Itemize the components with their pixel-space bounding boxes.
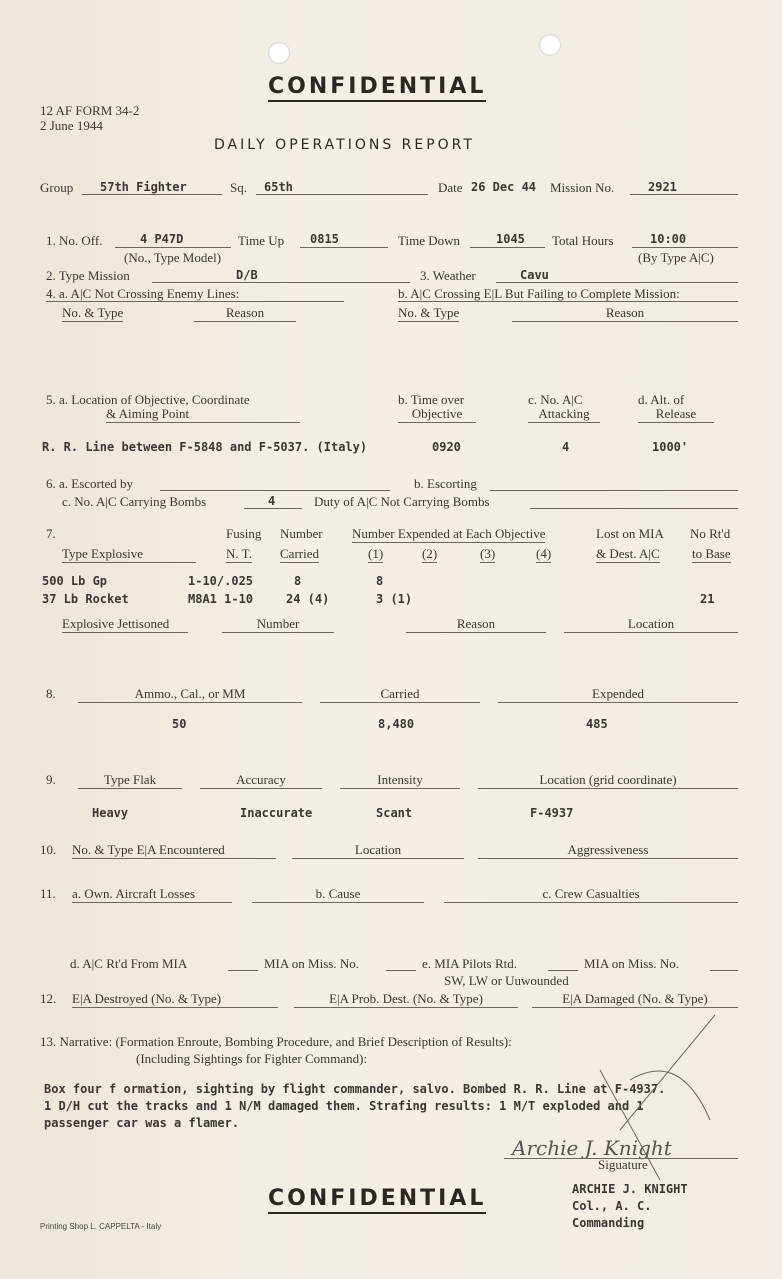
s7-row2-type: 37 Lb Rocket: [42, 592, 129, 606]
s3-value: Cavu: [520, 268, 549, 282]
sq-value: 65th: [264, 180, 293, 194]
s3-line: [496, 282, 738, 283]
s4-line-a: [46, 301, 344, 302]
s7-obj-3: (3): [480, 546, 496, 561]
mission-label: Mission No.: [550, 180, 615, 195]
s7-obj-1: (1): [368, 546, 384, 561]
s7-lost1: Lost on MIA: [596, 526, 664, 541]
s1-sublabel: (No., Type Model): [124, 250, 222, 265]
s5-location-value: R. R. Line between F-5848 and F-5037. (Italy): [42, 440, 368, 454]
punch-hole-right: [539, 34, 561, 56]
s7-jett: Explosive Jettisoned: [62, 616, 188, 633]
s7-nortd1: No Rt'd: [690, 526, 731, 541]
s11-mia1-line: [386, 970, 416, 971]
s13-label: 13. Narrative: (Formation Enroute, Bombing Procedure, and Brief Description of Results):: [40, 1034, 512, 1049]
s12-destroyed: E|A Destroyed (No. & Type): [72, 991, 278, 1008]
s6-b-label: b. Escorting: [414, 476, 477, 491]
s6-duty-label: Duty of A|C Not Carrying Bombs: [314, 494, 490, 509]
s11-e-line: [548, 970, 578, 971]
s5-b2: Objective: [398, 406, 476, 423]
s8-carried: Carried: [320, 686, 480, 703]
s7-num: 7.: [46, 526, 56, 541]
s9-type: Type Flak: [78, 772, 182, 789]
s7-row2-nortd: 21: [700, 592, 715, 606]
s9-intensity: Intensity: [340, 772, 460, 789]
s7-obj-4: (4): [536, 546, 552, 561]
s2-line: [152, 282, 410, 283]
s7-type-explosive: Type Explosive: [62, 546, 196, 563]
s7-jett-reason: Reason: [406, 616, 546, 633]
time-down-value: 1045: [496, 232, 525, 246]
s11-e: e. MIA Pilots Rtd.: [422, 956, 517, 971]
s10-location: Location: [292, 842, 464, 859]
s6-b-line: [490, 490, 738, 491]
s13-label2: (Including Sightings for Fighter Command):: [136, 1051, 368, 1066]
s12-num: 12.: [40, 991, 57, 1006]
s7-row1-fusing: 1-10/.025: [188, 574, 254, 588]
s5-d2: Release: [638, 406, 714, 423]
s7-row2-exp1: 3 (1): [376, 592, 413, 606]
s9-location-value: F-4937: [530, 806, 574, 820]
s13-line1: Box four f ormation, sighting by flight commander, salvo. Bombed R. R. Line at F-4937.: [44, 1082, 666, 1096]
confidential-footer: CONFIDENTIAL: [268, 1186, 486, 1214]
s6-c-value: 4: [268, 494, 276, 508]
group-line: [82, 194, 222, 195]
total-hours-value: 10:00: [650, 232, 687, 246]
time-up-label: Time Up: [238, 233, 285, 248]
s11-num: 11.: [40, 886, 56, 901]
s11-mia1: MIA on Miss. No.: [264, 956, 359, 971]
s9-accuracy-value: Inaccurate: [240, 806, 313, 820]
s7-carried: Carried: [280, 546, 319, 561]
group-label: Group: [40, 180, 74, 195]
s5-c1: c. No. A|C: [528, 392, 583, 407]
s7-row1-type: 500 Lb Gp: [42, 574, 108, 588]
s7-row1-carried: 8: [294, 574, 302, 588]
date-label: Date: [438, 180, 463, 195]
s9-type-value: Heavy: [92, 806, 129, 820]
s11-a: a. Own. Aircraft Losses: [72, 886, 232, 903]
signature-label: Siguature: [598, 1157, 648, 1172]
s7-number: Number: [280, 526, 323, 541]
s8-expended-value: 485: [586, 717, 608, 731]
date-value: 26 Dec 44: [471, 180, 537, 194]
by-type-label: (By Type A|C): [638, 250, 714, 265]
s5-a1: 5. a. Location of Objective, Coordinate: [46, 392, 250, 407]
s7-nt: N. T.: [226, 546, 252, 561]
total-hours-line: [632, 247, 738, 248]
s7-expended: Number Expended at Each Objective: [352, 526, 546, 541]
s7-row1-exp1: 8: [376, 574, 384, 588]
s5-d1: d. Alt. of: [638, 392, 685, 407]
signer-name: ARCHIE J. KNIGHT: [572, 1182, 688, 1196]
s9-location: Location (grid coordinate): [478, 772, 738, 789]
sq-label: Sq.: [230, 180, 247, 195]
s6-a-line: [160, 490, 390, 491]
s5-time-value: 0920: [432, 440, 461, 454]
s12-damaged: E|A Damaged (No. & Type): [532, 991, 738, 1008]
form-date: 2 June 1944: [40, 118, 103, 133]
time-down-label: Time Down: [398, 233, 461, 248]
mission-line: [630, 194, 738, 195]
s6-c-label: c. No. A|C Carrying Bombs: [62, 494, 207, 509]
signature-script: Archie J. Knight: [512, 1136, 672, 1160]
s4-label-a: 4. a. A|C Not Crossing Enemy Lines:: [46, 286, 240, 301]
time-up-line: [300, 247, 388, 248]
s11-c: c. Crew Casualties: [444, 886, 738, 903]
signer-role: Commanding: [572, 1216, 645, 1230]
s10-aggr: Aggressiveness: [478, 842, 738, 859]
time-down-line: [470, 247, 545, 248]
s4-reason-a: Reason: [194, 305, 296, 322]
s4-line-b: [398, 301, 738, 302]
s1-label: 1. No. Off.: [46, 233, 103, 248]
s9-intensity-value: Scant: [376, 806, 413, 820]
form-number: 12 AF FORM 34-2: [40, 103, 140, 118]
s11-d-line: [228, 970, 258, 971]
s8-ammo-value: 50: [172, 717, 187, 731]
s4-no-type-b: No. & Type: [398, 305, 460, 320]
s7-obj-2: (2): [422, 546, 438, 561]
s5-b1: b. Time over: [398, 392, 465, 407]
s7-lost2: & Dest. A|C: [596, 546, 660, 561]
s12-prob: E|A Prob. Dest. (No. & Type): [294, 991, 518, 1008]
s6-c-line: [244, 508, 302, 509]
mission-value: 2921: [648, 180, 677, 194]
s8-expended: Expended: [498, 686, 738, 703]
s9-accuracy: Accuracy: [200, 772, 322, 789]
s13-line3: passenger car was a flamer.: [44, 1116, 240, 1130]
s4-label-b: b. A|C Crossing E|L But Failing to Complete Mission:: [398, 286, 680, 301]
s7-jett-number: Number: [222, 616, 334, 633]
s11-mia2: MIA on Miss. No.: [584, 956, 679, 971]
s5-a2: & Aiming Point: [106, 406, 300, 423]
s3-label: 3. Weather: [420, 268, 476, 283]
time-up-value: 0815: [310, 232, 339, 246]
group-value: 57th Fighter: [100, 180, 187, 194]
s7-nortd2: to Base: [692, 546, 731, 561]
s6-duty-line: [530, 508, 738, 509]
s1-no-off: 4 P47D: [140, 232, 184, 246]
s4-reason-b: Reason: [512, 305, 738, 322]
s2-label: 2. Type Mission: [46, 268, 130, 283]
s7-jett-location: Location: [564, 616, 738, 633]
s5-altitude-value: 1000': [652, 440, 689, 454]
signer-rank: Col., A. C.: [572, 1199, 652, 1213]
s5-attacking-value: 4: [562, 440, 570, 454]
s2-value: D/B: [236, 268, 258, 282]
report-title: DAILY OPERATIONS REPORT: [214, 137, 475, 153]
s11-b: b. Cause: [252, 886, 424, 903]
s8-ammo: Ammo., Cal., or MM: [78, 686, 302, 703]
s8-num: 8.: [46, 686, 56, 701]
s9-num: 9.: [46, 772, 56, 787]
total-hours-label: Total Hours: [552, 233, 614, 248]
s11-sw: SW, LW or Uuwounded: [444, 973, 569, 988]
s8-carried-value: 8,480: [378, 717, 415, 731]
s7-fusing: Fusing: [226, 526, 262, 541]
confidential-header: CONFIDENTIAL: [268, 74, 486, 102]
s4-no-type-a: No. & Type: [62, 305, 124, 320]
s10-type: No. & Type E|A Encountered: [72, 842, 276, 859]
s11-d: d. A|C Rt'd From MIA: [70, 956, 188, 971]
punch-hole-left: [268, 42, 290, 64]
sq-line: [256, 194, 428, 195]
s11-mia2-line: [710, 970, 738, 971]
s10-num: 10.: [40, 842, 57, 857]
printer-credit: Printing Shop L. CAPPELTA - Italy: [40, 1222, 162, 1231]
s13-line2: 1 D/H cut the tracks and 1 N/M damaged them. Strafing results: 1 M/T exploded and 1: [44, 1099, 644, 1113]
s1-line: [115, 247, 231, 248]
s7-row2-carried: 24 (4): [286, 592, 330, 606]
s6-a-label: 6. a. Escorted by: [46, 476, 134, 491]
s5-c2: Attacking: [528, 406, 600, 423]
s7-row2-fusing: M8A1 1-10: [188, 592, 254, 606]
